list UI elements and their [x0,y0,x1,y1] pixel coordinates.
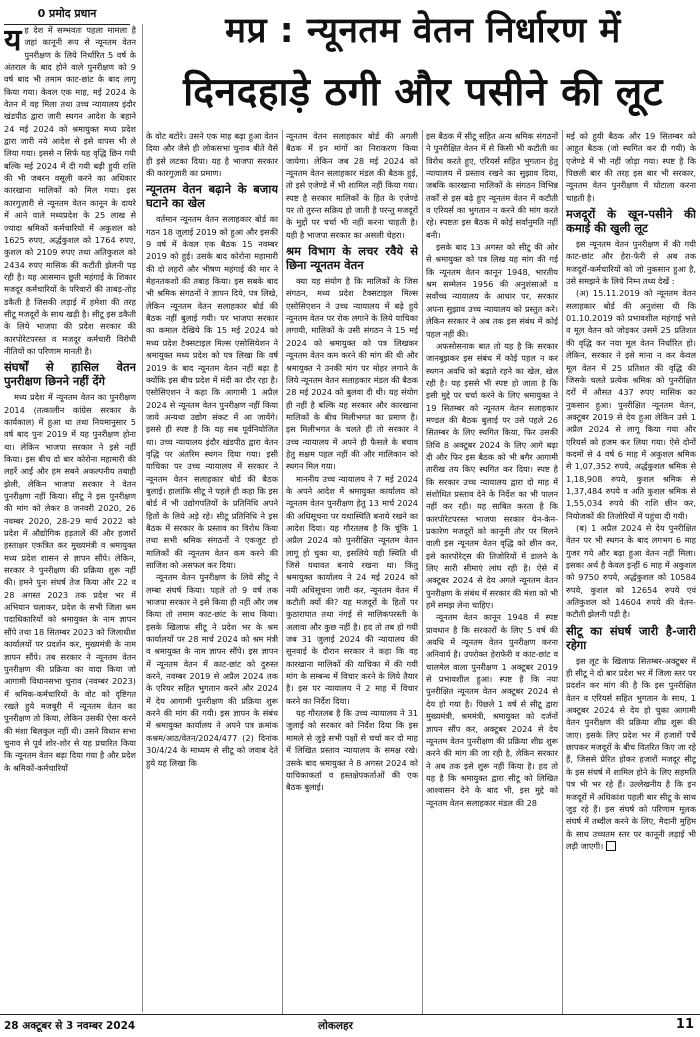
author-byline: 0 प्रमोद प्रधान [4,4,130,25]
paragraph: के वोट बटोरे। उसने एक माह बढ़ा हुआ वेतन दिया और जैसे ही लोकसभा चुनाव बीते वैसे ही इसे लटका दिया। यह है भाजपा सरकार की कारगुज़ारी का प्रमाण। [146,131,278,179]
paragraph: न्यूनतम वेतन कानून 1948 में स्पष्ट प्रावधान है कि सरकारों के लिए 5 वर्ष की अवधि में न्यूनतम वेतन पुनरीक्षण करना अनिवार्य है। उपरोक्त हेराफेरी व काट-छांट व चालमेल वाला पुनरीक्षण 1 अक्टूबर 2019 से प्रभावशील हुआ। स्पष्ट है कि नया पुनरीक्षित न्यूनतम वेतन अक्टूबर 2024 से देय हो गया है। पिछले 1 वर्ष से सीटू द्वारा मुख्यमंत्री, श्रममंत्री, श्रमायुक्त को दर्जनों ज्ञापन सौंप कर, अक्टूबर 2024 से देय न्यूनतम वेतन पुनरीक्षण की प्रक्रिया शीघ्र शुरू करने की मांग की जा रही है, लेकिन सरकार ने अब तक इसे शुरू नहीं किया है। हद तो यह है कि श्रमायुक्त द्वारा सीटू को लिखित आश्वासन देने के बाद भी, इस मुद्दे को न्यूनतम वेतन सलाहकार मंडल की 28 [426,612,558,808]
page-number: 11 [675,1017,694,1032]
page-footer [0,1014,700,1037]
paragraph: न्यूनतम वेतन पुनरीक्षण के लिये सीटू ने लम्बा संघर्ष किया। पहले तो 9 वर्ष तक भाजपा सरकार ने इसे किया ही नहीं और जब किया तो तमाम काट-छांट के साथ किया। इसके खिलाफ सीटू ने प्रदेश भर के श्रम कार्यालयों पर 28 मार्च 2024 को श्रम मंत्री व श्रमायुक्त के नाम ज्ञापन सौंपे। इस ज्ञापन में न्यूनतम वेतन में काट-छांट को दुरुस्त करने, नवम्बर 2019 से अप्रैल 2024 तक के एरियर सहित भुगतान करने और 2024 में देय आगामी पुनरीक्षण की प्रक्रिया शुरू करने की मांग की गयी। इस ज्ञापन के संबंध में श्रमायुक्त कार्यालय ने अपने पत्र क्रमांक कश्रम/आठ/वेतन/2024/477 (2) दिनांक 30/4/24 के माध्यम से सीटू को जवाब देते हुये यह लिखा कि [146,572,278,768]
paragraph: (ब) 1 अप्रैल 2024 से देय पुनरीक्षित वेतन पर भी स्थगन के बाद लगभग 6 माह गुजर गये और बढ़ा हुआ वेतन नहीं मिला। इसका अर्थ है केवल इन्हीं 6 माह में अकुशल को 9750 रुपये, अर्द्धकुशल को 10584 रुपये, कुशल को 12654 रुपये एवं अतिकुशल को 14604 रुपये की वेतन-कटौती झेलनी पड़ी है। [566,522,696,620]
end-of-article-mark [606,841,616,851]
publication-name: लोकलहर [318,1020,353,1032]
paragraph: इस न्यूनतम वेतन पुनरीक्षण में की गयी काट-छांट और हेरा-फेरी से अब तक मजदूरों-कर्मचारियों को जो नुकसान हुआ है, उसे समझने के लिये निम्न तथ्य देखें : [566,239,696,287]
issue-date: 28 अक्टूबर से 3 नवम्बर 2024 [4,1020,136,1032]
paragraph: मध्य प्रदेश में न्यूनतम वेतन का पुनरीक्षण 2014 (तत्कालीन कांग्रेस सरकार के कार्यकाल) में हुआ था तथा नियमानुसार 5 वर्ष बाद पुनः 2019 में यह पुनरीक्षण होना था। लेकिन भाजपा सरकार ने इसे नहीं किया। इस बीच दो बार कोरोना महामारी की लहरें आईं और हम सबने अकल्पनीय तबाही झेली, लेकिन भाजपा सरकार ने वेतन पुनरीक्षण नहीं किया। सीटू ने इस पुनरीक्षण की मांग को लेकर 8 जनवरी 2020, 26 नवम्बर 2020, 28-29 मार्च 2022 को प्रदेश में औद्योगिक हड़तालें कीं और हजारों हस्ताक्षर एकत्रित कर मुख्यमंत्री व श्रमायुक्त मध्य प्रदेश शासन से ज्ञापन सौंपे। लेकिन, सरकार ने पुनरीक्षण की प्रक्रिया शुरू नहीं की। हमने पुनः संघर्ष तेज किया और 22 व 28 अगस्त 2023 तक प्रदेश भर में अभियान चलाकर, प्रदेश के सभी जिला श्रम पदाधिकारियों को श्रमायुक्त के नाम ज्ञापन सौंपे तथा 18 सितम्बर 2023 को जिलाधीश कार्यालयों पर प्रदर्शन कर, मुख्यमंत्री के नाम ज्ञापन सौंपे। तब सरकार ने न्यूनतम वेतन पुनरीक्षण की प्रक्रिया का वादा किया जो आगामी विधानसभा चुनाव (नवम्बर 2023) में श्रमिक-कर्मचारियों के वोट को दृष्टिगत रखते हुये मजबूरी में न्यूनतम वेतन का पुनरीक्षण तो किया, लेकिन उसकी ऐसा करने की मंशा बिलकुल नहीं थी। उसने विधान सभा चुनाव से पूर्व शोर-शोर से यह प्रचारित किया कि न्यूनतम वेतन बढ़ा दिया गया है और प्रदेश के श्रमिकों-कर्मचारियों [4,392,136,773]
column-divider [562,130,563,1014]
drop-cap: य [4,24,22,58]
article-column-1 [4,24,136,1010]
column-divider [422,130,423,1014]
paragraph [566,655,696,853]
headline [150,6,696,122]
paragraph: न्यूनतम वेतन सलाहकार बोर्ड की अगली बैठक में इन मांगों का निराकरण किया जायेगा। लेकिन जब 28 मई 2024 को न्यूनतम वेतन सलाहकार मंडल की बैठक हुई, तो इसे एजेण्डे में भी शामिल नहीं किया गया। स्पष्ट है सरकार मालिकों के हित के एजेण्डे पर तो तुरन्त सक्रिय हो जाती है परन्तु मजदूरों के मुद्दों पर चर्चा भी नहीं करना चाहती है। यही है भाजपा सरकार का असली चेहरा। [286,131,418,240]
section-subhead: श्रम विभाग के लचर रवैये से छिना न्यूनतम वेतन [286,244,418,273]
paragraph: ह देश में सम्भवतः पहला मामला है जहां कानूनी रूप से न्यूनतम वेतन पुनरीक्षण के लिये निर्धारित 5 वर्ष के अंतराल के बाद होने वाले पुनरीक्षण को 9 वर्ष बाद भी तमाम काट-छांट के बाद लागू किया गया। केवल एक माह, मई 2024 के वेतन में वह मिला तथा उच्च न्यायालय इंदौर खंडपीठ द्वारा जारी स्थगन आदेश के बहाने 24 मई 2024 को श्रमायुक्त मध्य प्रदेश द्वारा जारी नये आदेश से इसे वापस भी ले लिया गया। इससे न सिर्फ यह वृद्धि छिन गयी बल्कि मई 2024 में दी गयी बढ़ी हुयी राशि की भी जबरन वसूली करने का अधिकार कारखाना मालिकों को मिल गया। इस कारगुज़ारी से न्यूनतम वेतन कानून के दायरे में आने वाले मध्यप्रदेश के 25 लाख से ज्यादा श्रमिकों कर्मचारियों में अकुशल को 1625 रुपए, अर्द्धकुशल को 1764 रुपए, कुशल को 2109 रुपए तथा अतिकुशल को 2434 रुपए मासिक की कटौती झेलनी पड़ रही है। यह आसमान छूती महंगाई के शिकार मजदूर कर्मचारियों के परिवारों की ताबड़-तोड़ डकैती है जिसकी लड़ाई में हमेशा की तरह सीटू मजदूरों के साथ खड़ी है। सीटू इस डकैती के लिये भाजपा की प्रदेश सरकार की कारपोरेटपरस्त व मजदूर कर्मचारी विरोधी नीतियों का परिणाम मानती है। [4,25,136,356]
paragraph: वर्तमान न्यूनतम वेतन सलाहकार बोर्ड का गठन 18 जुलाई 2019 को हुआ और इसकी 9 वर्ष में केवल एक बैठक 15 नवम्बर 2019 को हुई। उसके बाद कोरोना महामारी की दो लहरों और भीषण महंगाई की मार ने मेहनतकशों की तबाह किया। इस सबके बाद भी श्रमिक संगठनों ने ज्ञापन दिये, पत्र लिखे, लेकिन न्यूनतम वेतन सलाहकार बोर्ड की बैठक नहीं बुलाई गयी। पर भाजपा सरकार का कमाल देखिये कि 15 मई 2024 को मध्य प्रदेश टैक्सटाइल मिल्स एसोसियेशन ने श्रमायुक्त मध्य प्रदेश को पत्र लिखा कि वर्ष 2019 के बाद न्यूनतम वेतन नहीं बढ़ा है क्योंकि इस बीच प्रदेश में मंदी का दौर रहा है। एसोसिएशन ने कहा कि आगामी 1 अप्रैल 2024 से न्यूनतम वेतन पुनरीक्षण नहीं किया जाये अन्यथा उद्योग संकट में आ जायेंगे। इससे ही स्पष्ट है कि यह सब पूर्वनियोजित था। उच्च न्यायालय इंदौर खंडपीठ द्वारा वेतन वृद्धि पर अंतरिम स्थगन दिया गया। इसी याचिका पर उच्च न्यायालय में सरकार ने न्यूनतम वेतन सलाहकार बोर्ड की बैठक बुलाई। हालांकि सीटू ने पहले ही कहा कि इस बोर्ड में भी उद्योगपतियों के प्रतिनिधि अपने हितों के लिये अड़े रहे। सीटू प्रतिनिधि ने इस बैठक में सरकार के प्रस्ताव का विरोध किया तथा सभी श्रमिक संगठनों ने एकजुट हो मालिकों की न्यूनतम वेतन कम करने की साजिश को असफल कर दिया। [146,214,278,570]
paragraph: क्या यह संयोग है कि मालिकों के जिस संगठन, मध्य प्रदेश टैक्सटाइल मिल्स एसोसिएशन ने उच्च न्यायालय में बढ़े हुये न्यूनतम वेतन पर रोक लगाने के लिये याचिका लगायी, मालिकों के उसी संगठन ने 15 मई 2024 को श्रमायुक्त को पत्र लिखकर न्यूनतम वेतन कम करने की मांग की थी और श्रमायुक्त ने उनकी मांग पर मोहर लगाने के लिये न्यूनतम वेतन सलाहकार मंडल की बैठक 28 मई 2024 को बुलवा दी थी। यह संयोग ही नहीं है बल्कि यह सरकार और कारखाना मालिकों के बीच मिलीभगत का प्रमाण है। इस मिलीभगत के चलते ही तो सरकार ने उच्च न्यायालय में अपने ही फैसले के बचाव हेतु सक्षम पहल नहीं की और मालिकान को स्थगन मिल गया। [286,276,418,472]
paragraph-text: इस लूट के खिलाफ सितम्बर-अक्टूबर में ही सीटू ने दो बार प्रदेश भर में जिला स्तर पर प्रदर्शन कर मांग की है कि इस पुनरीक्षित वेतन व एरियर्स सहित भुगतान के साथ, 1 अक्टूबर 2024 से देय हो चुका आगामी वेतन पुनरीक्षण की प्रक्रिया शीघ्र शुरू की जाए। इसके लिए प्रदेश भर में हजारों पर्चे छापकर मजदूरों के बीच वितरित किए जा रहे हैं, जिससे प्रेरित होकर हजारों मजदूर सीटू के इस संघर्ष में शामिल होने के लिए सहमति पत्र भी भर रहे हैं। उल्लेखनीय है कि इन मजदूरों में अधिकांश पहली बार सीटू के साथ जुड़ रहे हैं। इस संघर्ष को परिणाम मूलक संघर्ष में तब्दील करने के लिए, मैदानी मुहिम के साथ उच्चतम स्तर पर कानूनी लड़ाई भी लड़ी जाएगी। [566,655,696,851]
article-column-4 [426,130,558,1010]
paragraph: इस बैठक में सीटू सहित अन्य श्रमिक संगठनों ने पुनरीक्षित वेतन में से किसी भी कटौती का विरोध करते हुए, एरियर्स सहित भुगतान हेतु न्यायालय में प्रस्ताव रखने का सुझाव दिया, जबकि कारखाना मालिकों के संगठन विभिन्न तर्कों से इस बढ़े हुए न्यूनतम वेतन में कटौती व एरियर्स का भुगतान न करने की मांग करते रहे। स्पष्टतः इस बैठक में कोई सर्वानुमति नहीं बनी। [426,131,558,240]
column-divider [282,130,283,1014]
column-divider [142,24,143,1012]
headline-line-2: दिनदहाड़े ठगी और पसीने की लूट [183,70,663,115]
article-column-5 [566,130,696,1010]
paragraph: अफसोसनाक बात तो यह है कि सरकार जानबूझकर इस संबंध में कोई पहल न कर स्थगन अवधि को बढ़ाते रहने का खेल, खेल रही है। यह इससे भी स्पष्ट हो जाता है कि इसी मुद्दे पर चर्चा करने के लिए श्रमायुक्त ने 19 सितम्बर को न्यूनतम वेतन सलाहकार मण्डल की बैठक बुलाई पर उसे पहले 26 सितम्बर के लिए स्थगित किया, फिर उसकी तिथि 8 अक्टूबर 2024 के लिए आगे बढ़ा दी और फिर इस बैठक को भी बगैर आगामी तारीख तय किए स्थगित कर दिया। स्पष्ट है कि सरकार उच्च न्यायालय द्वारा दो माह में संशोधित प्रस्ताव देने के निर्देश का भी पालन नहीं कर रही। यह साबित करता है कि कारपोरेटपरस्त भाजपा सरकार येन-केन-प्रकारेण मजदूरों को कानूनी तौर पर मिलने वाली इस न्यूनतम वेतन वृद्धि को छीन कर, इसे कारपोरेट्स की तिजोरियों में डालने के लिए सारी सीमाएं लांघ रही है। ऐसे में अक्टूबर 2024 से देय अगले न्यूनतम वेतन पुनरीक्षण के संबंध में सरकार की मंशा को भी हमें समझ लेना चाहिए। [426,340,558,611]
article-column-3 [286,130,418,1010]
section-subhead: न्यूनतम वेतन बढ़ाने के बजाय घटाने का खेल [146,182,278,211]
paragraph: यह गौरतलब है कि उच्च न्यायालय ने 31 जुलाई को सरकार को निर्देश दिया कि इस मामले से जुड़े सभी पक्षों से चर्चा कर दो माह में लिखित प्रस्ताव न्यायालय के समक्ष रखे। उसके बाद श्रमायुक्त ने 8 अगस्त 2024 को याचिकाकर्ता व हस्तक्षेपकर्ताओं की एक बैठक बुलाई। [286,708,418,793]
section-subhead: सीटू का संघर्ष जारी है-जारी रहेगा [566,623,696,652]
article-column-2 [146,130,278,1010]
section-subhead: मजदूरों के खून-पसीने की कमाई की खुली लूट [566,207,696,236]
paragraph: मई को हुयी बैठक और 19 सितम्बर को आहूत बैठक (जो स्थगित कर दी गयी) के एजेण्डे में भी नहीं जोड़ा गया। स्पष्ट है कि पिछली बार की तरह इस बार भी सरकार, न्यूनतम वेतन पुनरीक्षण में घोटाला करना चाहती है। [566,131,696,203]
headline-line-1: मप्र : न्यूनतम वेतन निर्धारण में [225,11,621,51]
paragraph: इसके बाद 13 अगस्त को सीटू की ओर से श्रमायुक्त को पत्र लिख यह मांग की गई कि न्यूनतम वेतन कानून 1948, भारतीय श्रम सम्मेलन 1956 की अनुशंसाओं व सर्वोच्च न्यायालय के आधार पर, सरकार अपना सुझाव उच्च न्यायालय को प्रस्तुत करे। लेकिन सरकार ने अब तक इस संबंध में कोई पहल नहीं की। [426,242,558,339]
paragraph: माननीय उच्च न्यायालय ने 7 मई 2024 के अपने आदेश में श्रमायुक्त कार्यालय को न्यूनतम वेतन पुनरीक्षण हेतु 13 मार्च 2024 की अधिसूचना पर यथास्थिति बनाये रखने का आदेश दिया। यह गौरतलब है कि चूंकि 1 अप्रैल 2024 को पुनरीक्षित न्यूनतम वेतन लागू हो चुका था, इसलिये यही स्थिति थी जिसे यथावत बनाये रखना था। किंतु श्रमायुक्त कार्यालय ने 24 मई 2024 को नयी अधिसूचना जारी कर, न्यूनतम वेतन में कटौती क्यों की? यह मजदूरों के हितों पर कुठाराघात तथा नंगई से मालिकपरस्ती के अलावा और कुछ नहीं है। हद तो तब हो गयी जब 31 जुलाई 2024 की न्यायालय की सुनवाई के दौरान सरकार ने कहा कि वह कारखाना मालिकों की याचिका में की गयी मांग के सम्बन्ध में विचार करने के लिये तैयार है। इस पर न्यायालय ने 2 माह में विचार करने का निर्देश दिया। [286,473,418,706]
section-subhead: संघर्षों से हासिल वेतन पुनरीक्षण छिनने नहीं देंगे [4,360,136,389]
paragraph: (अ) 15.11.2019 को न्यूनतम वेतन सलाहकार बोर्ड की अनुशंसा थी कि 01.10.2019 को प्रभावशील महंगाई भत्ते व मूल वेतन को जोड़कर उसमें 25 प्रतिशत की वृद्धि कर नया मूल वेतन निर्धारित हो। लेकिन, सरकार ने इसे माना न कर केवल मूल वेतन में 25 प्रतिशत की वृद्धि की जिसके चलते प्रत्येक श्रमिक को पुनरीक्षित दरों में औसत 437 रुपए मासिक का नुकसान हुआ। पुनरीक्षित न्यूनतम वेतन, अक्टूबर 2019 से देय हुआ लेकिन उसे 1 अप्रैल 2024 से लागू किया गया और एरियर्स को हजम कर लिया गया। ऐसे दोनों कदमों से 4 वर्ष 6 माह में अकुशल श्रमिक से 1,07,352 रुपये, अर्द्धकुशल श्रमिक से 1,18,908 रुपये, कुशल श्रमिक से 1,37,484 रुपये व अति कुशल श्रमिक से 1,55,034 रुपये की राशि छीन कर, नियोजकों की तिजोरियों में पहुंचा दी गयी। [566,288,696,521]
